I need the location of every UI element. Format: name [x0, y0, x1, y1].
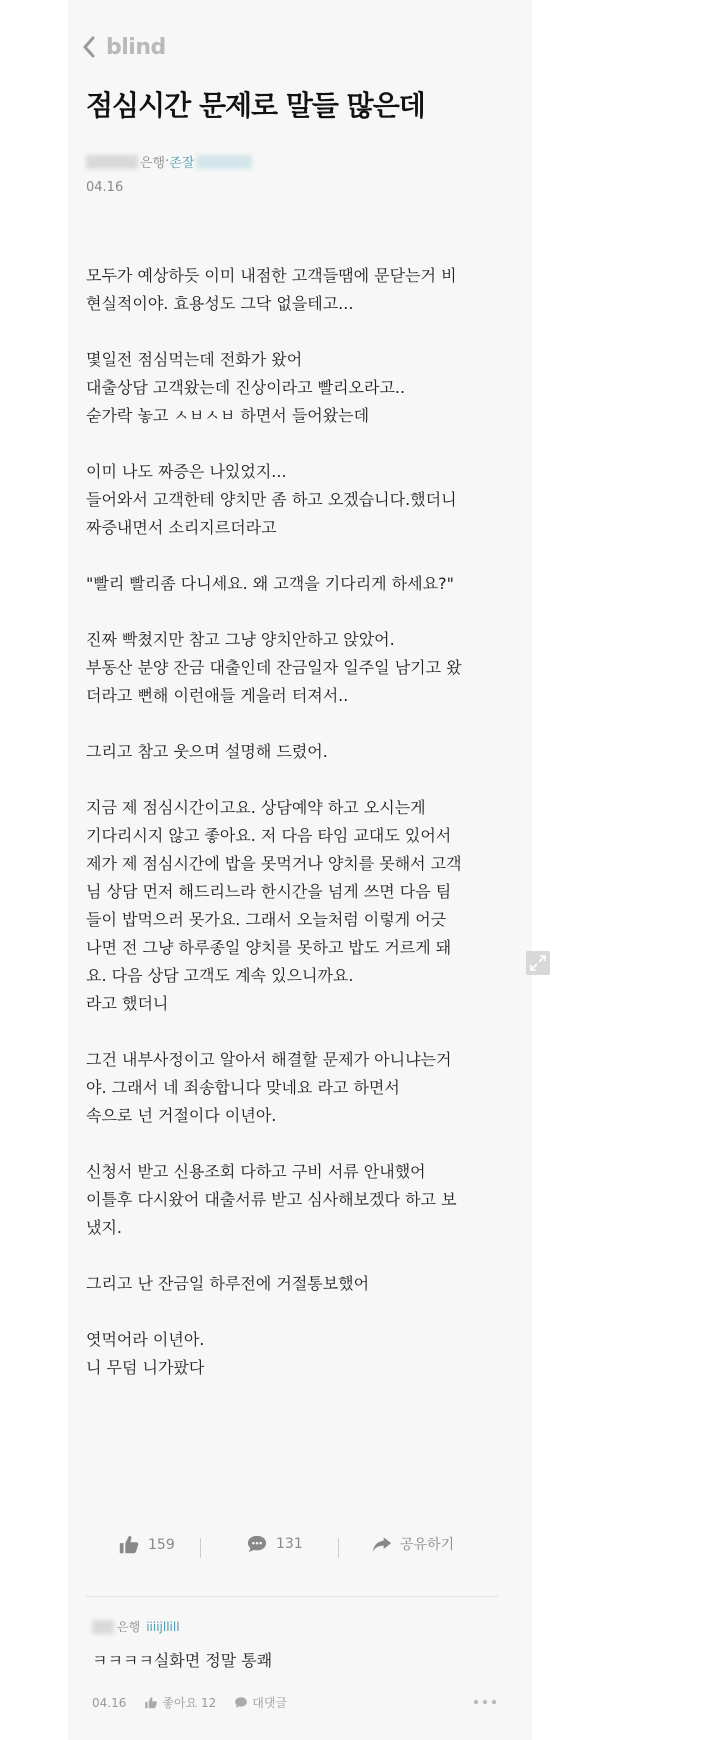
thumbs-up-icon: [144, 1696, 158, 1710]
post-paragraph: 지금 제 점심시간이고요. 상담예약 하고 오시는게 기다리시지 않고 좋아요. 저 다음 타임 교대도 있어서 제가 제 점심시간에 밥을 못먹거나 양치를 못해서 고객 님 상담 먼저 해드리느라 한시간을 넘게 쓰면 다음 팀 들이 밥먹으러 못가요. 그래서 오늘처럼 이렇게 어긋 나면 전 그냥 하루종일 양치를 못하고 밥도 거르게 돼 요. 다음 상담 고객도 계속 있으니까요. 라고 했더니: [86, 798, 462, 1013]
share-button[interactable]: [372, 1534, 454, 1554]
brand-logo: blind: [106, 34, 166, 60]
share-label: 공유하기: [400, 1537, 455, 1553]
author-role[interactable]: 존잘: [169, 156, 195, 171]
post-paragraph: 진짜 빡쳤지만 참고 그냥 양치안하고 앉았어. 부동산 분양 잔금 대출인데 잔금일자 일주일 남기고 왔 더라고 뻔해 이런애들 게을러 터져서..: [86, 630, 462, 705]
comment-nickname[interactable]: iiiijllill: [146, 1619, 180, 1634]
comment-text: ㅋㅋㅋㅋ실화면 정말 통쾌: [92, 1651, 273, 1670]
action-divider: [338, 1538, 339, 1558]
post-paragraph: 그건 내부사정이고 알아서 해결할 문제가 아니냐는거 야. 그래서 네 죄송합니다 맞네요 라고 하면서 속으로 넌 거절이다 이년아.: [86, 1050, 452, 1125]
company-suffix: 은행: [140, 156, 166, 171]
post-paragraph: 그리고 난 잔금일 하루전에 거절통보했어: [86, 1274, 370, 1293]
post-paragraph: 이미 나도 짜증은 나있었지... 들어와서 고객한테 양치만 좀 하고 오겠습니다.했더니 짜증내면서 소리지르더라고: [86, 462, 457, 537]
comment-like-label: 좋아요 12: [162, 1696, 217, 1710]
expand-icon[interactable]: [526, 951, 550, 975]
redacted-company: [92, 1620, 114, 1634]
top-bar: [80, 34, 166, 60]
redacted-nickname: [196, 155, 252, 169]
post-paragraph: 몇일전 점심먹는데 전화가 왔어 대출상담 고객왔는데 진상이라고 빨리오라고.. 숟가락 놓고 ㅅㅂㅅㅂ 하면서 들어왔는데: [86, 350, 406, 425]
post-paragraph: 모두가 예상하듯 이미 내점한 고객들땜에 문닫는거 비 현실적이야. 효용성도 그닥 없을테고...: [86, 266, 457, 313]
post-body: [86, 262, 526, 1382]
redacted-company: [86, 155, 138, 169]
comment-count: 131: [276, 1536, 303, 1552]
comment-date: 04.16: [92, 1695, 127, 1710]
like-count: 159: [148, 1537, 175, 1553]
reply-button[interactable]: [234, 1694, 287, 1711]
chevron-left-icon[interactable]: [80, 34, 100, 60]
post-date: 04.16: [86, 180, 124, 195]
comment-company-suffix: 은행: [117, 1620, 141, 1634]
comment-footer: [92, 1694, 502, 1711]
action-divider: [200, 1538, 201, 1558]
post-paragraph: 신청서 받고 신용조회 다하고 구비 서류 안내했어 이틀후 다시왔어 대출서류 받고 심사해보겠다 하고 보 냈지.: [86, 1162, 457, 1237]
thumbs-up-icon: [118, 1534, 140, 1556]
share-arrow-icon: [372, 1535, 392, 1553]
post-paragraph: 엿먹어라 이년아. 니 무덤 니가팠다: [86, 1330, 205, 1377]
post-title: 점심시간 문제로 말들 많은데: [86, 89, 425, 122]
like-button[interactable]: [118, 1534, 175, 1556]
speech-bubble-icon: [246, 1534, 268, 1554]
post-actions: [118, 1534, 498, 1564]
reply-label: 대댓글: [252, 1696, 288, 1710]
post-paragraph: "빨리 빨리좀 다니세요. 왜 고객을 기다리게 하세요?": [86, 574, 454, 593]
section-divider: [86, 1596, 498, 1597]
speech-bubble-icon: [234, 1696, 248, 1709]
comment-author-meta: [92, 1618, 180, 1635]
meta-separator: ·: [165, 154, 170, 169]
post-author-meta: [86, 152, 252, 171]
post-paragraph: 그리고 참고 웃으며 설명해 드렸어.: [86, 742, 328, 761]
comment-button[interactable]: [246, 1534, 303, 1554]
comment-like-button[interactable]: [144, 1694, 216, 1711]
more-options-icon[interactable]: [470, 1694, 500, 1710]
